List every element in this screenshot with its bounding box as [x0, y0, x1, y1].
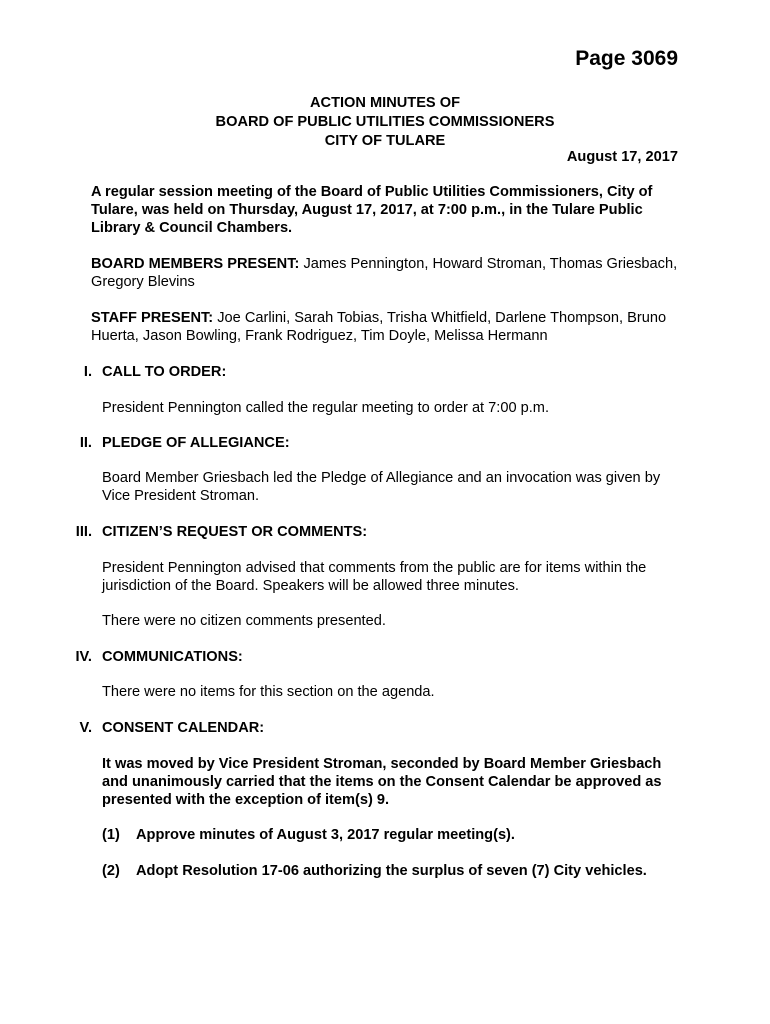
section-paragraph: There were no items for this section on the agenda. — [102, 684, 435, 700]
section-paragraph: It was moved by Vice President Stroman, seconded by Board Member Griesbach and unanimously carried that the items on the Consent Calendar be approved as presented with the exception of item(s) 9. — [102, 756, 662, 808]
section-number: III. — [75, 524, 92, 540]
consent-item-text: Approve minutes of August 3, 2017 regular meeting(s). — [136, 827, 515, 843]
heading-line-1: ACTION MINUTES OF — [310, 95, 460, 111]
section-paragraph: President Pennington advised that comments from the public are for items within the jurisdiction of the Board. Speakers will be allowed three minutes. — [102, 560, 647, 594]
section-title: CALL TO ORDER: — [102, 364, 227, 380]
consent-item-number: (2) — [102, 863, 120, 879]
consent-item-text: Adopt Resolution 17-06 authorizing the surplus of seven (7) City vehicles. — [136, 863, 647, 879]
section-paragraph: Board Member Griesbach led the Pledge of Allegiance and an invocation was given by Vice President Stroman. — [102, 470, 661, 504]
section-title: CITIZEN’S REQUEST OR COMMENTS: — [102, 524, 368, 540]
section-paragraph: There were no citizen comments presented. — [102, 613, 386, 629]
section-number: V. — [79, 720, 92, 736]
staff-paragraph — [91, 309, 691, 345]
section-title: CONSENT CALENDAR: — [102, 720, 265, 736]
section-title: COMMUNICATIONS: — [102, 649, 243, 665]
intro-paragraph: A regular session meeting of the Board of Public Utilities Commissioners, City of Tulare, was held on Thursday, August 17, 2017, at 7:00 p.m., in the Tulare Public Library & Council Chambers. — [91, 184, 653, 236]
heading-line-3: CITY OF TULARE — [324, 133, 446, 149]
document-heading — [0, 94, 770, 151]
staff-label: STAFF PRESENT: — [91, 310, 214, 326]
consent-item-number: (1) — [102, 827, 120, 843]
section-number: I. — [83, 364, 92, 380]
meeting-date: August 17, 2017 — [566, 149, 678, 165]
section-number: IV. — [75, 649, 92, 665]
section-paragraph: President Pennington called the regular meeting to order at 7:00 p.m. — [102, 400, 550, 416]
staff-names: Joe Carlini, Sarah Tobias, Trisha Whitfield, Darlene Thompson, Bruno Huerta, Jason Bowling, Frank Rodriguez, Tim Doyle, Melissa Hermann — [91, 310, 667, 344]
page-number: Page 3069 — [575, 47, 678, 70]
section-number: II. — [79, 435, 92, 451]
board-members-names: James Pennington, Howard Stroman, Thomas Griesbach, Gregory Blevins — [91, 256, 678, 290]
board-members-paragraph — [91, 255, 691, 291]
heading-line-2: BOARD OF PUBLIC UTILITIES COMMISSIONERS — [215, 114, 555, 130]
section-title: PLEDGE OF ALLEGIANCE: — [102, 435, 290, 451]
board-members-label: BOARD MEMBERS PRESENT: — [91, 256, 300, 272]
